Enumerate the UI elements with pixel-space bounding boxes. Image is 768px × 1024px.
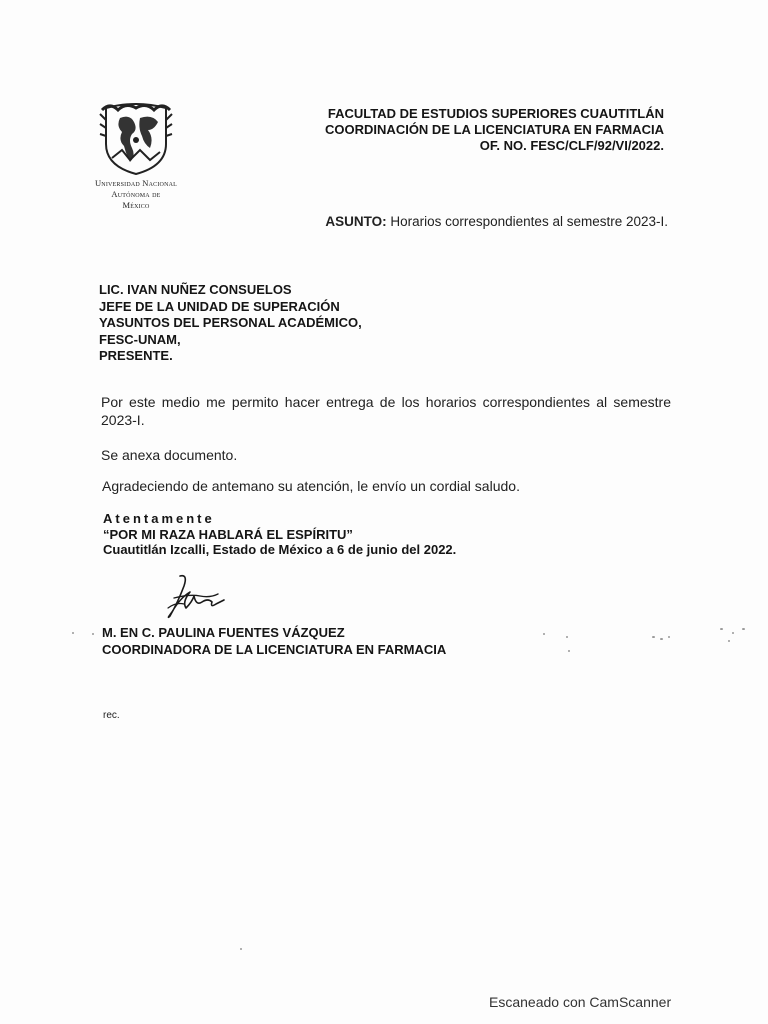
signer-block [102,625,446,658]
seal-caption-line-2: Autónoma de [111,189,161,199]
place-and-date: Cuautitlán Izcalli, Estado de México a 6 de junio del 2022. [103,542,457,557]
seal-caption-line-1: Universidad Nacional [94,178,178,188]
scan-speck [566,636,568,638]
seal-caption [82,178,190,211]
scan-speck [543,633,545,635]
closing-block [103,511,456,558]
body-paragraph-2: Se anexa documento. [101,447,238,463]
scan-speck [732,632,734,634]
body-paragraph-1: Por este medio me permito hacer entrega de los horarios correspondientes al semestre 2023-I. [101,394,671,428]
scan-speck [240,948,242,950]
faculty-name: FACULTAD DE ESTUDIOS SUPERIORES CUAUTITLÁN [327,106,664,121]
camscanner-watermark: Escaneado con CamScanner [489,994,672,1010]
coordination-name: COORDINACIÓN DE LA LICENCIATURA EN FARMACIA [325,122,664,137]
subject-label: ASUNTO: [325,214,387,229]
subject-line [325,214,668,229]
subject-text: Horarios correspondientes al semestre 2023-I. [386,214,668,229]
scan-speck [660,638,663,640]
recipient-line: PRESENTE. [99,348,173,363]
scan-speck [668,636,670,638]
recipient-block [99,282,362,365]
unam-seal-icon [96,100,176,176]
signer-name: M. EN C. PAULINA FUENTES VÁZQUEZ [102,625,345,640]
body-paragraph-3: Agradeciendo de antemano su atención, le envío un cordial saludo. [102,478,520,494]
scan-speck [728,640,730,642]
scan-speck [742,628,745,630]
office-number: OF. NO. FESC/CLF/92/VI/2022. [479,138,664,153]
initials-note: rec. [103,710,120,721]
seal-caption-line-3: México [122,200,150,210]
scan-speck [72,632,74,634]
letterhead [325,106,664,154]
signer-title: COORDINADORA DE LA LICENCIATURA EN FARMACIA [102,641,447,657]
recipient-line: FESC-UNAM, [99,331,181,347]
closing-salutation: Atentamente [103,511,215,526]
handwritten-signature-icon [160,572,226,622]
scan-speck [92,633,94,635]
recipient-line: JEFE DE LA UNIDAD DE SUPERACIÓN [99,298,340,314]
scan-speck [568,650,570,652]
scan-speck [652,636,655,638]
recipient-line: LIC. IVAN NUÑEZ CONSUELOS [99,282,292,297]
closing-motto: “POR MI RAZA HABLARÁ EL ESPÍRITU” [103,526,353,542]
scan-speck [720,628,723,630]
recipient-line: YASUNTOS DEL PERSONAL ACADÉMICO, [99,315,362,330]
